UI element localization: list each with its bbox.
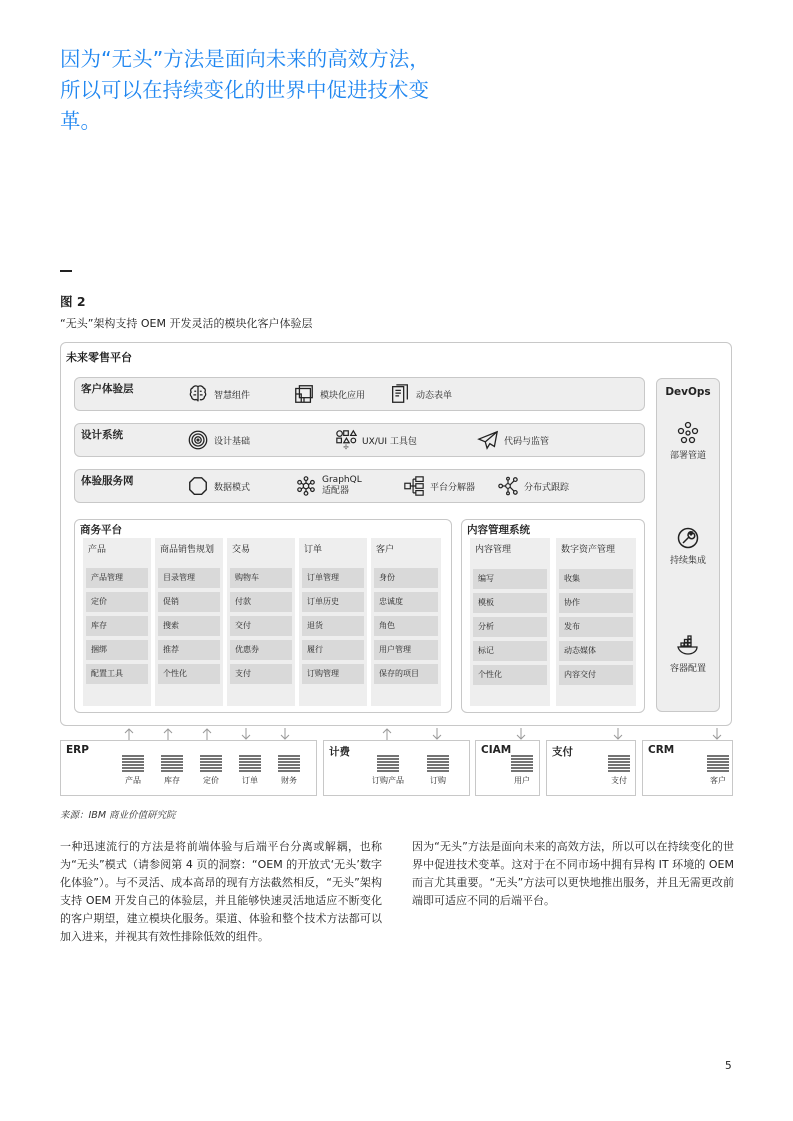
- paper-plane-icon: [477, 429, 499, 451]
- column-head: 内容管理: [475, 545, 512, 555]
- backend-label: ERP: [66, 744, 89, 756]
- band-item: [295, 470, 362, 502]
- band-item-label: 智慧组件: [214, 390, 251, 401]
- connector-down-arrow-icon: [279, 728, 291, 740]
- band-item-label: 模块化应用: [320, 390, 366, 401]
- column-cell: 模板: [473, 593, 547, 613]
- figure-caption: “无头”架构支持 OEM 开发灵活的模块化客户体验层: [60, 317, 313, 330]
- column-cell: 优惠券: [230, 640, 292, 660]
- deployment-pipeline-icon: [676, 421, 700, 445]
- column-cell: 促销: [158, 592, 220, 612]
- backend-label: CRM: [648, 744, 675, 756]
- panel-title: 内容管理系统: [467, 524, 530, 536]
- data-schema-icon: [187, 475, 209, 497]
- devops-title: DevOps: [665, 386, 711, 398]
- column-cell: 目录管理: [158, 568, 220, 588]
- cms-column: [556, 538, 636, 706]
- connector-up-arrow-icon: [201, 728, 213, 740]
- devops-item-label: 部署管道: [669, 451, 706, 461]
- band-item-label: 平台分解器: [430, 482, 476, 493]
- architecture-diagram: [60, 342, 732, 726]
- column-cell: 动态媒体: [559, 641, 633, 661]
- distributed-tracing-icon: [497, 475, 519, 497]
- band-item-label: 数据模式: [214, 482, 251, 493]
- column-cell: 忠诚度: [374, 592, 438, 612]
- backend-label: 计费: [329, 746, 350, 758]
- commerce-platform-panel: [74, 519, 452, 713]
- band-item: [477, 424, 549, 456]
- body-text-left: 一种迅速流行的方法是将前端体验与后端平台分离或解耦，也称为“无头”模式（请参阅第 4 页的洞察：“OEM 的开放式‘无头’数字化体验”）。与不灵活、成本高昂的现有方法截然相反，“无头”架构支持 OEM 开发自己的体验层，并且能够快速灵活地适应不断变化的客户期望，建立模块化服务。渠道、体验和整个技术方法都可以加入进来，并视其有效性排除低效的组件。: [60, 840, 382, 943]
- column-cell: 产品管理: [86, 568, 148, 588]
- column-cell: 支付: [230, 664, 292, 684]
- database-label: 库存: [164, 776, 180, 785]
- band-item: [497, 470, 569, 502]
- column-head: 交易: [232, 545, 251, 555]
- database-label: 订购: [430, 776, 446, 785]
- column-cell: 退货: [302, 616, 364, 636]
- backend-erp: [60, 740, 317, 796]
- band-customer-experience: [74, 377, 645, 411]
- diagram-title: 未来零售平台: [66, 351, 132, 364]
- column-cell: 付款: [230, 592, 292, 612]
- commerce-column: [83, 538, 151, 706]
- container-icon: [676, 634, 700, 658]
- column-cell: 用户管理: [374, 640, 438, 660]
- column-head: 数字资产管理: [561, 545, 616, 555]
- section-dash: [60, 270, 72, 272]
- connector-up-arrow-icon: [123, 728, 135, 740]
- backend-label: 支付: [552, 746, 573, 758]
- connector-down-arrow-icon: [240, 728, 252, 740]
- database-label: 定价: [203, 776, 219, 785]
- band-design-system: [74, 423, 645, 457]
- connector-up-arrow-icon: [381, 728, 393, 740]
- column-cell: 定价: [86, 592, 148, 612]
- column-cell: 分析: [473, 617, 547, 637]
- column-head: 订单: [304, 545, 323, 555]
- band-item: [187, 378, 250, 410]
- column-cell: 交付: [230, 616, 292, 636]
- backend-payment: [546, 740, 636, 796]
- connector-down-arrow-icon: [612, 728, 624, 740]
- figure-label: 图 2: [60, 294, 86, 309]
- column-cell: 推荐: [158, 640, 220, 660]
- continuous-integration-icon: [676, 526, 700, 550]
- band-item: [335, 424, 417, 456]
- cms-panel: [461, 519, 645, 713]
- commerce-column: [371, 538, 441, 706]
- column-cell: 协作: [559, 593, 633, 613]
- band-label: 体验服务网: [81, 475, 134, 487]
- band-item: [293, 378, 365, 410]
- graphql-icon: [295, 475, 317, 497]
- graphql-label-line2: 适配器: [322, 486, 350, 496]
- column-head: 客户: [376, 545, 395, 555]
- band-item: [187, 424, 250, 456]
- column-cell: 个性化: [473, 665, 547, 685]
- column-cell: 编写: [473, 569, 547, 589]
- backend-billing: [323, 740, 470, 796]
- devops-item: [657, 526, 719, 566]
- column-cell: 订单历史: [302, 592, 364, 612]
- target-icon: [187, 429, 209, 451]
- band-item-label: 分布式跟踪: [524, 482, 570, 493]
- band-experience-service-mesh: [74, 469, 645, 503]
- devops-panel: [656, 378, 720, 712]
- page-number: 5: [725, 1060, 732, 1072]
- figure-source: 来源：IBM 商业价值研究院: [60, 810, 176, 821]
- database-label: 订购产品: [372, 776, 404, 785]
- devops-item: [657, 634, 719, 674]
- backend-ciam: [475, 740, 540, 796]
- headline: 因为“无头”方法是面向未来的高效方法，所以可以在持续变化的世界中促进技术变革。: [60, 47, 430, 133]
- column-cell: 捆绑: [86, 640, 148, 660]
- band-label: 客户体验层: [81, 383, 134, 395]
- commerce-column: [227, 538, 295, 706]
- column-cell: 标记: [473, 641, 547, 661]
- devops-item-label: 持续集成: [669, 556, 706, 566]
- band-item-label: 设计基础: [214, 436, 251, 447]
- cms-column: [470, 538, 550, 706]
- database-label: 财务: [281, 776, 297, 785]
- column-cell: 身份: [374, 568, 438, 588]
- database-label: 客户: [710, 776, 726, 785]
- column-cell: 保存的项目: [374, 664, 438, 684]
- band-item-label: [322, 475, 362, 497]
- graphql-label-line1: GraphQL: [322, 475, 362, 485]
- column-cell: 订单管理: [302, 568, 364, 588]
- body-text-right: 因为“无头”方法是面向未来的高效方法，所以可以在持续变化的世界中促进技术变革。这对于在不同市场中拥有异构 IT 环境的 OEM 而言尤其重要。“无头”方法可以更快地推出服务，并且无需更改前端即可适应不同的后端平台。: [412, 840, 734, 907]
- connector-down-arrow-icon: [711, 728, 723, 740]
- column-cell: 角色: [374, 616, 438, 636]
- column-cell: 库存: [86, 616, 148, 636]
- backend-crm: [642, 740, 733, 796]
- connector-down-arrow-icon: [515, 728, 527, 740]
- column-cell: 个性化: [158, 664, 220, 684]
- brain-icon: [187, 383, 209, 405]
- modular-app-icon: [293, 383, 315, 405]
- column-cell: 收集: [559, 569, 633, 589]
- column-cell: 发布: [559, 617, 633, 637]
- database-label: 订单: [242, 776, 258, 785]
- commerce-column: [299, 538, 367, 706]
- column-cell: 配置工具: [86, 664, 148, 684]
- column-cell: 内容交付: [559, 665, 633, 685]
- band-item-label: 代码与监管: [504, 436, 550, 447]
- devops-item: [657, 421, 719, 461]
- column-head: 产品: [88, 545, 107, 555]
- commerce-column: [155, 538, 223, 706]
- shapes-icon: [335, 429, 357, 451]
- database-label: 用户: [514, 776, 530, 785]
- band-item: [389, 378, 452, 410]
- column-cell: 购物车: [230, 568, 292, 588]
- band-item: [187, 470, 250, 502]
- band-label: 设计系统: [81, 429, 123, 441]
- devops-item-label: 容器配置: [669, 664, 706, 674]
- backend-label: CIAM: [481, 744, 512, 756]
- dynamic-form-icon: [389, 383, 411, 405]
- column-head: 商品销售规划: [160, 545, 215, 555]
- band-item-label: UX/UI 工具包: [362, 436, 417, 447]
- database-label: 产品: [125, 776, 141, 785]
- database-label: 支付: [611, 776, 627, 785]
- band-item-label: 动态表单: [416, 390, 453, 401]
- column-cell: 订购管理: [302, 664, 364, 684]
- panel-title: 商务平台: [80, 524, 122, 536]
- connector-down-arrow-icon: [431, 728, 443, 740]
- column-cell: 搜索: [158, 616, 220, 636]
- connector-up-arrow-icon: [162, 728, 174, 740]
- platform-resolver-icon: [403, 475, 425, 497]
- band-item: [403, 470, 475, 502]
- column-cell: 履行: [302, 640, 364, 660]
